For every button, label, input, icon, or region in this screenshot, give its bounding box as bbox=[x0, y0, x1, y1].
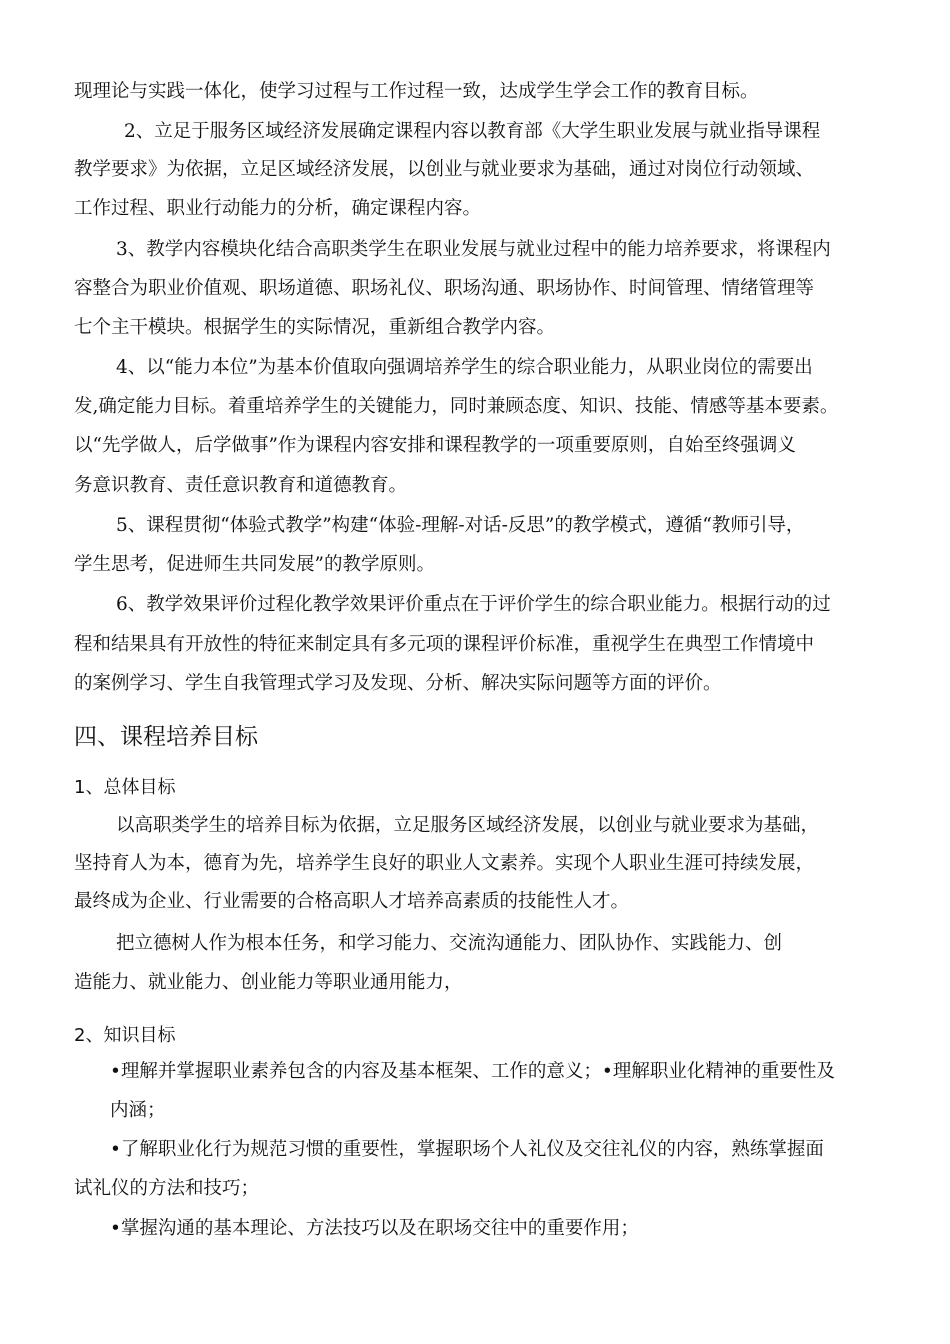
paragraph-line: 4、以“能力本位”为基本价值取向强调培养学生的综合职业能力，从职业岗位的需要出 bbox=[116, 357, 813, 378]
bullet-line: 内涵； bbox=[110, 1100, 166, 1121]
paragraph-line: 容整合为职业价值观、职场道德、职场礼仪、职场沟通、职场协作、时间管理、情绪管理等 bbox=[74, 278, 815, 299]
paragraph-line: 务意识教育、责任意识教育和道德教育。 bbox=[74, 475, 408, 496]
subsection-heading: 2、知识目标 bbox=[74, 1025, 176, 1046]
paragraph-line: 七个主干模块。根据学生的实际情况，重新组合教学内容。 bbox=[74, 317, 556, 338]
paragraph-line: 把立德树人作为根本任务，和学习能力、交流沟通能力、团队协作、实践能力、创 bbox=[116, 933, 783, 954]
paragraph-line: 工作过程、职业行动能力的分析，确定课程内容。 bbox=[74, 198, 482, 219]
paragraph-line: 发,确定能力目标。着重培养学生的关键能力，同时兼顾态度、知识、技能、情感等基本要素。 bbox=[74, 396, 839, 417]
bullet-line: •理解并掌握职业素养包含的内容及基本框架、工作的意义；•理解职业化精神的重要性及 bbox=[110, 1061, 835, 1082]
paragraph-line: 教学要求》为依据，立足区域经济发展，以创业与就业要求为基础，通过对岗位行动领域、 bbox=[74, 159, 815, 180]
paragraph-line: 学生思考，促进师生共同发展”的教学原则。 bbox=[74, 554, 435, 575]
paragraph-line: 2、立足于服务区域经济发展确定课程内容以教育部《大学生职业发展与就业指导课程 bbox=[124, 121, 821, 142]
paragraph-line: 造能力、就业能力、创业能力等职业通用能力， bbox=[74, 972, 463, 993]
paragraph-line: 现理论与实践一体化，使学习过程与工作过程一致，达成学生学会工作的教育目标。 bbox=[74, 81, 759, 102]
subsection-heading: 1、总体目标 bbox=[74, 777, 176, 798]
bullet-line: •掌握沟通的基本理论、方法技巧以及在职场交往中的重要作用； bbox=[110, 1218, 639, 1239]
paragraph-line: 以高职类学生的培养目标为依据，立足服务区域经济发展，以创业与就业要求为基础， bbox=[116, 815, 820, 836]
paragraph-line: 6、教学效果评价过程化教学效果评价重点在于评价学生的综合职业能力。根据行动的过 bbox=[116, 594, 831, 615]
paragraph-line: 5、课程贯彻“体验式教学”构建“体验-理解-对话-反思”的教学模式，遵循“教师引导， bbox=[116, 515, 805, 536]
paragraph-line: 3、教学内容模块化结合高职类学生在职业发展与就业过程中的能力培养要求，将课程内 bbox=[116, 239, 831, 260]
paragraph-line: 最终成为企业、行业需要的合格高职人才培养高素质的技能性人才。 bbox=[74, 891, 630, 912]
paragraph-line: 的案例学习、学生自我管理式学习及发现、分析、解决实际问题等方面的评价。 bbox=[74, 673, 722, 694]
paragraph-line: 程和结果具有开放性的特征来制定具有多元项的课程评价标准，重视学生在典型工作情境中 bbox=[74, 634, 815, 655]
bullet-line: 试礼仪的方法和技巧； bbox=[74, 1178, 260, 1199]
bullet-line: •了解职业化行为规范习惯的重要性，掌握职场个人礼仪及交往礼仪的内容，熟练掌握面 bbox=[110, 1139, 824, 1160]
paragraph-line: 以“先学做人，后学做事”作为课程内容安排和课程教学的一项重要原则，自始至终强调义 bbox=[74, 435, 796, 456]
section-heading: 四、课程培养目标 bbox=[74, 724, 258, 750]
paragraph-line: 坚持育人为本，德育为先，培养学生良好的职业人文素养。实现个人职业生涯可持续发展， bbox=[74, 853, 815, 874]
